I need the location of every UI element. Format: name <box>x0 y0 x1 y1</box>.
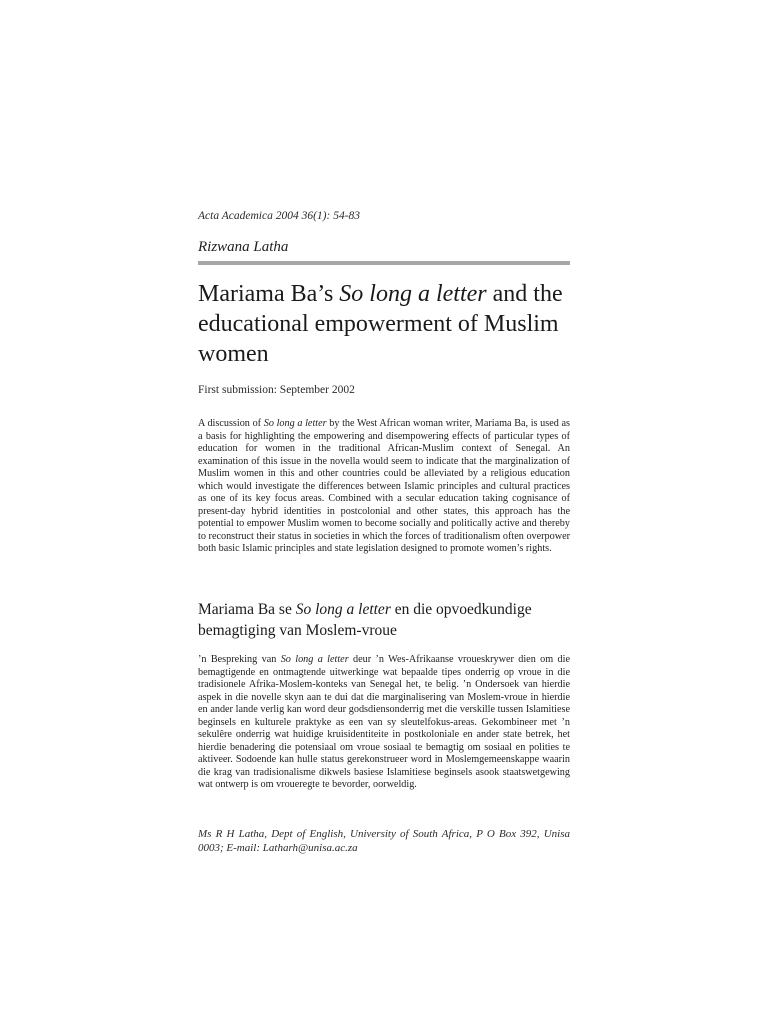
afrikaans-title-part1: Mariama Ba se <box>198 601 296 618</box>
author-affiliation: Ms R H Latha, Dept of English, University of South Africa, P O Box 392, Unisa 0003; E-mail: Latharh@unisa.ac.za <box>198 828 570 854</box>
abstract-af-part1: ’n Bespreking van <box>198 654 281 665</box>
abstract-af-italic-work: So long a letter <box>280 654 349 665</box>
article-title-italic-work: So long a letter <box>339 281 487 307</box>
abstract-en-part2: by the West African woman writer, Mariama Ba, is used as a basis for highlighting the empowering and disempowering effects of particular types of education for women in the traditional African-Muslim context of Senegal. An examination of this issue in the novella would seem to indicate that the marginalization of Muslim women in this and other countries could be alleviated by a religious education which would investigate the differences between Islamic principles and cultural practices as one of its key focus areas. Combined with a secular education taking cognisance of present-day hybrid identities in postcolonial and other states, this approach has the potential to empower Muslim women to become socially and politically active and thereby to reconstruct their status in societies in which the forces of traditionalism often overpower both basic Islamic principles and state legislation designed to promote women’s rights. <box>198 418 570 554</box>
title-rule-divider <box>198 261 570 265</box>
abstract-en-part1: A discussion of <box>198 418 264 429</box>
abstract-en-italic-work: So long a letter <box>263 418 327 429</box>
abstract-af-part2: deur ’n Wes-Afrikaanse vroueskrywer dien om die bemagtigende en ontmagtende uitwerkinge wat bepaalde tipes onderrig op vroue in die tradisionele Afrika-Moslem-konteks van Senegal het, te belig. ’n Ondersoek van hierdie aspek in die novelle skyn aan te dui dat die marginalisering van Moslem-vroue in hierdie en ander lande verlig kan word deur godsdiensonderrig met die verskille tussen Islamitiese beginsels en kulturele praktyke as een van sy sleutelfokus-areas. Gekombineer met ’n sekulêre onderrig wat huidige kruisidentiteite in postkoloniale en ander state betrek, het hierdie benadering die potensiaal om vroue sosiaal te bemagtig om sosiaal en polities te aktiveer. Sodoende kan hulle status gerekonstrueer word in Moslemgemeenskappe waarin die krag van tradisionalisme dikwels basiese Islamitiese beginsels asook staatswetgewing wat ontwerp is om vroueregte te bevorder, oorweldig. <box>198 654 570 790</box>
afrikaans-title <box>198 599 578 641</box>
abstract-afrikaans <box>198 654 570 792</box>
afrikaans-title-part2: en die opvoedkundige bemagtiging van Moslem-vroue <box>198 601 532 639</box>
journal-reference: Acta Academica 2004 36(1): 54-83 <box>198 210 361 222</box>
article-title-part2: and the educational empowerment of Muslim women <box>198 281 563 367</box>
article-title-part1: Mariama Ba’s <box>198 281 340 307</box>
afrikaans-title-italic-work: So long a letter <box>295 601 391 618</box>
submission-date: First submission: September 2002 <box>198 384 355 396</box>
abstract-english <box>198 418 570 556</box>
article-title <box>198 279 578 369</box>
author-name: Rizwana Latha <box>198 239 289 255</box>
